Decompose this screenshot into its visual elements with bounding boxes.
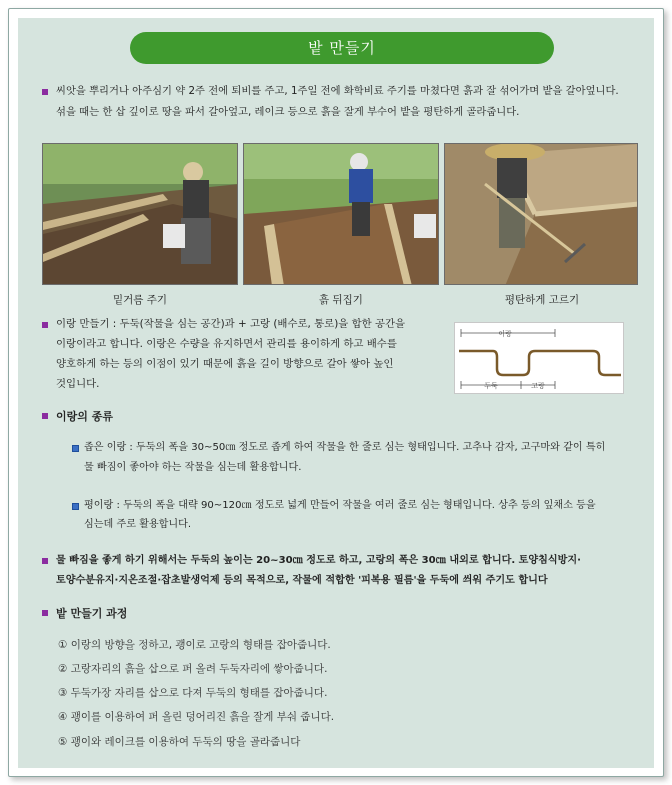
drain-bullet bbox=[42, 558, 48, 564]
irang-line-1: 이랑 만들기 : 두둑(작물을 심는 공간)과 + 고랑 (배수로, 통로)을 합한 공간을 bbox=[56, 318, 406, 330]
photo-fertilizer-image bbox=[43, 144, 238, 285]
drain-line-1: 물 빠짐을 좋게 하기 위해서는 두둑의 높이는 20~30㎝ 정도로 하고, 고랑의 폭은 30㎝ 내외로 합니다. 토양침식방지· bbox=[56, 555, 582, 566]
narrow-irang-line-2: 물 빠짐이 좋아야 하는 작물을 심는데 활용합니다. bbox=[84, 462, 302, 473]
narrow-irang-line-1: 좁은 이랑 : 두둑의 폭을 30~50㎝ 정도로 좁게 하여 작물을 한 줄로 심는 형태입니다. 고추나 감자, 고구마와 같이 특히 bbox=[84, 442, 606, 453]
caption-turning-soil: 흙 뒤집기 bbox=[319, 294, 363, 306]
caption-leveling: 평탄하게 고르기 bbox=[504, 294, 580, 306]
photo-turning-soil-image bbox=[244, 144, 439, 285]
diagram-label-dudduk: 두둑 bbox=[484, 382, 498, 390]
types-heading: 이랑의 종류 bbox=[56, 410, 113, 423]
intro-line-2: 섞을 때는 한 삽 깊이로 땅을 파서 갈아엎고, 레이크 등으로 흙을 잘게 부수어 밭을 평탄하게 골라줍니다. bbox=[56, 106, 520, 118]
process-step-2: ② 고랑자리의 흙을 삽으로 퍼 올려 두둑자리에 쌓아줍니다. bbox=[58, 663, 328, 675]
ridge-diagram-svg bbox=[455, 323, 625, 395]
photo-leveling-image bbox=[445, 144, 638, 285]
photo-turning-soil bbox=[243, 143, 439, 285]
process-heading: 밭 만들기 과정 bbox=[56, 607, 128, 620]
flat-irang-line-1: 평이랑 : 두둑의 폭을 대략 90~120㎝ 정도로 넓게 만들어 작물을 여러 줄로 심는 형태입니다. 상추 등의 잎채소 등을 bbox=[84, 500, 596, 511]
narrow-irang-icon bbox=[72, 445, 79, 452]
page-title: 밭 만들기 bbox=[130, 32, 554, 64]
process-step-1: ① 이랑의 방향을 정하고, 괭이로 고랑의 형태를 잡아줍니다. bbox=[58, 639, 331, 651]
intro-line-1: 씨앗을 뿌리거나 아주심기 약 2주 전에 퇴비를 주고, 1주일 전에 화학비료 주기를 마쳤다면 흙과 잘 섞어가며 밭을 갈아엎니다. bbox=[56, 85, 619, 97]
types-bullet bbox=[42, 413, 48, 419]
flat-irang-icon bbox=[72, 503, 79, 510]
photo-fertilizer bbox=[42, 143, 238, 285]
irang-line-4: 것입니다. bbox=[56, 378, 100, 390]
intro-bullet bbox=[42, 89, 48, 95]
process-step-5: ⑤ 괭이와 레이크를 이용하여 두둑의 땅을 골라줍니다 bbox=[58, 736, 301, 748]
diagram-label-gorang: 고랑 bbox=[531, 382, 545, 390]
process-bullet bbox=[42, 610, 48, 616]
process-step-4: ④ 괭이를 이용하여 퍼 올린 덩어리진 흙을 잘게 부숴 줍니다. bbox=[58, 711, 335, 723]
irang-line-2: 이랑이라고 합니다. 이랑은 수량을 유지하면서 관리를 용이하게 하고 배수를 bbox=[56, 338, 397, 350]
process-step-3: ③ 두둑가장 자리를 삽으로 다져 두둑의 형태를 잡아줍니다. bbox=[58, 687, 328, 699]
diagram-label-irang: 이랑 bbox=[498, 330, 512, 338]
irang-bullet bbox=[42, 322, 48, 328]
photo-leveling bbox=[444, 143, 638, 285]
ridge-diagram bbox=[454, 322, 624, 394]
drain-line-2: 토양수분유지·지온조절·잡초발생억제 등의 목적으로, 작물에 적합한 '피복용 필름'을 두둑에 씌워 주기도 합니다 bbox=[56, 575, 548, 586]
irang-line-3: 양호하게 하는 등의 이점이 있기 때문에 흙을 길이 방향으로 갈아 쌓아 높인 bbox=[56, 358, 394, 370]
caption-fertilizer: 밑거름 주기 bbox=[112, 294, 168, 306]
flat-irang-line-2: 심는데 주로 활용합니다. bbox=[84, 519, 192, 530]
